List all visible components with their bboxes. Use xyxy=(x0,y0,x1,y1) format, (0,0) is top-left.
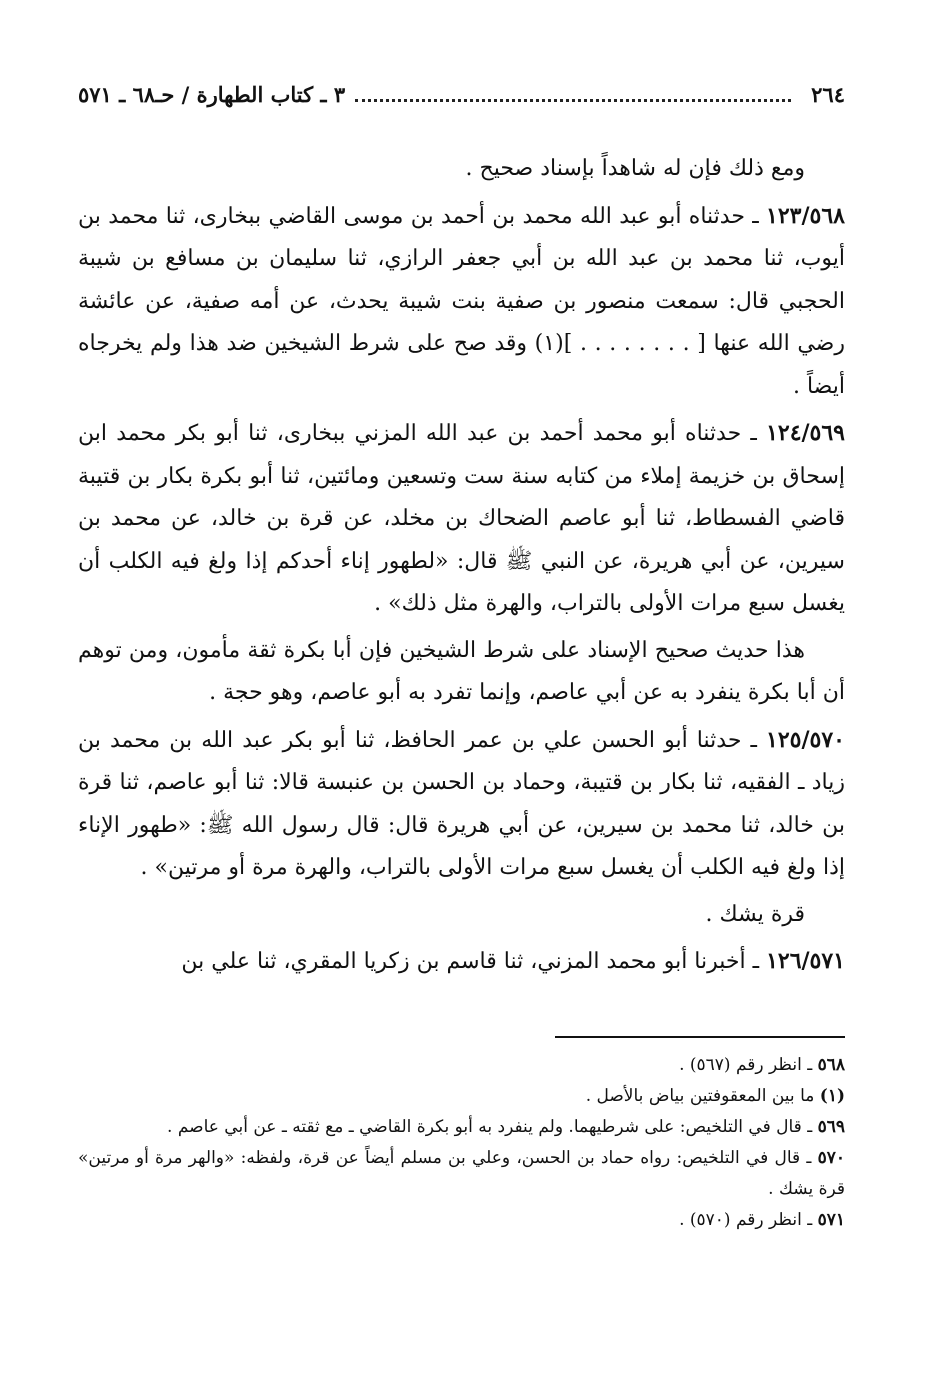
footnote-568 xyxy=(78,1050,845,1081)
hadith-number: ١٢٥/٥٧٠ xyxy=(766,726,845,753)
footnote-label: (١) xyxy=(819,1085,845,1106)
book-page xyxy=(78,82,845,1372)
running-header xyxy=(78,82,845,122)
footnote-text: ـ قال في التلخيص: رواه حماد بن الحسن، وعلي بن مسلم أيضاً عن قرة، ولفظه: «والهر مرة أو مرتين» قرة يشك . xyxy=(78,1147,845,1199)
footnote-text: ـ انظر رقم (٥٧٠) . xyxy=(679,1209,813,1230)
footnote-text: ـ قال في التلخيص: على شرطيهما. ولم ينفرد به أبو بكرة القاضي ـ مع ثقته ـ عن أبي عاصم . xyxy=(167,1116,813,1137)
running-title: ٣ ـ كتاب الطهارة / حـ٦٨ ـ ٥٧١ xyxy=(78,82,346,107)
hadith-text: ـ أخبرنا أبو محمد المزني، ثنا قاسم بن زكريا المقري، ثنا علي بن xyxy=(181,949,760,974)
footnote-text: ـ انظر رقم (٥٦٧) . xyxy=(679,1054,813,1075)
footnote-1 xyxy=(78,1081,845,1112)
page-number: ٢٦٤ xyxy=(811,82,845,107)
paragraph-continuation: ومع ذلك فإن له شاهداً بإسناد صحيح . xyxy=(465,156,805,181)
header-dot-leader xyxy=(355,87,791,102)
hadith-570 xyxy=(78,719,845,890)
footnote-569 xyxy=(78,1112,845,1143)
hadith-number: ١٢٣/٥٦٨ xyxy=(766,202,845,229)
hadith-text: ـ حدثناه أبو عبد الله محمد بن أحمد بن موسى القاضي ببخارى، ثنا محمد بن أيوب، ثنا محمد بن عبد الله بن أبي جعفر الرازي، ثنا سليمان بن مسافع بن شيبة الحجبي قال: سمعت منصور بن صفية بنت شيبة يحدث، عن أمه صفية، عن عائشة رضي الله عنها [ . . . . . . . . ](١) وقد صح على شرط الشيخين ضد هذا ولم يخرجاه أيضاً . xyxy=(78,203,845,399)
footnote-text: ما بين المعقوفتين بياض بالأصل . xyxy=(585,1085,815,1106)
commentary-note: قرة يشك . xyxy=(705,901,805,927)
footnote-separator xyxy=(555,1036,845,1038)
footnotes xyxy=(78,1050,845,1236)
hadith-568 xyxy=(78,195,845,409)
hadith-571 xyxy=(78,940,845,984)
main-text xyxy=(78,148,845,984)
footnote-label: ٥٧٠ xyxy=(817,1147,845,1168)
footnote-570 xyxy=(78,1143,845,1205)
commentary-paragraph: هذا حديث صحيح الإسناد على شرط الشيخين فإن أبا بكرة ثقة مأمون، ومن توهم أن أبا بكرة ينفرد به عن أبي عاصم، وإنما تفرد به أبو عاصم، وهو حجة . xyxy=(78,637,845,705)
footnote-label: ٥٧١ xyxy=(817,1209,845,1230)
hadith-number: ١٢٦/٥٧١ xyxy=(766,948,845,974)
hadith-569 xyxy=(78,412,845,626)
hadith-number: ١٢٤/٥٦٩ xyxy=(766,420,845,446)
hadith-text: ـ حدثنا أبو الحسن علي بن عمر الحافظ، ثنا أبو بكر عبد الله بن محمد بن زياد ـ الفقيه، ثنا بكار بن قتيبة، وحماد بن الحسن بن عنبسة قالا: ثنا أبو عاصم، ثنا قرة بن خالد، ثنا محمد بن سيرين، عن أبي هريرة قال: قال رسول الله ﷺ: «طهور الإناء إذا ولغ فيه الكلب أن يغسل سبع مرات الأولى بالتراب، والهرة مرة أو مرتين» . xyxy=(78,727,845,880)
footnote-label: ٥٦٩ xyxy=(817,1116,845,1137)
footnote-571 xyxy=(78,1205,845,1236)
hadith-text: ـ حدثناه أبو محمد أحمد بن عبد الله المزني ببخارى، ثنا أبو بكر محمد ابن إسحاق بن خزيمة إملاء من كتابه سنة ست وتسعين ومائتين، ثنا أبو بكرة بكار بن قتيبة قاضي الفسطاط، ثنا أبو عاصم الضحاك بن مخلد، عن قرة بن خالد، عن محمد بن سيرين، عن أبي هريرة، عن النبي ﷺ قال: «لطهور إناء أحدكم إذا ولغ فيه الكلب أن يغسل سبع مرات الأولى بالتراب، والهرة مثل ذلك» . xyxy=(78,421,845,616)
footnote-label: ٥٦٨ xyxy=(817,1054,845,1075)
